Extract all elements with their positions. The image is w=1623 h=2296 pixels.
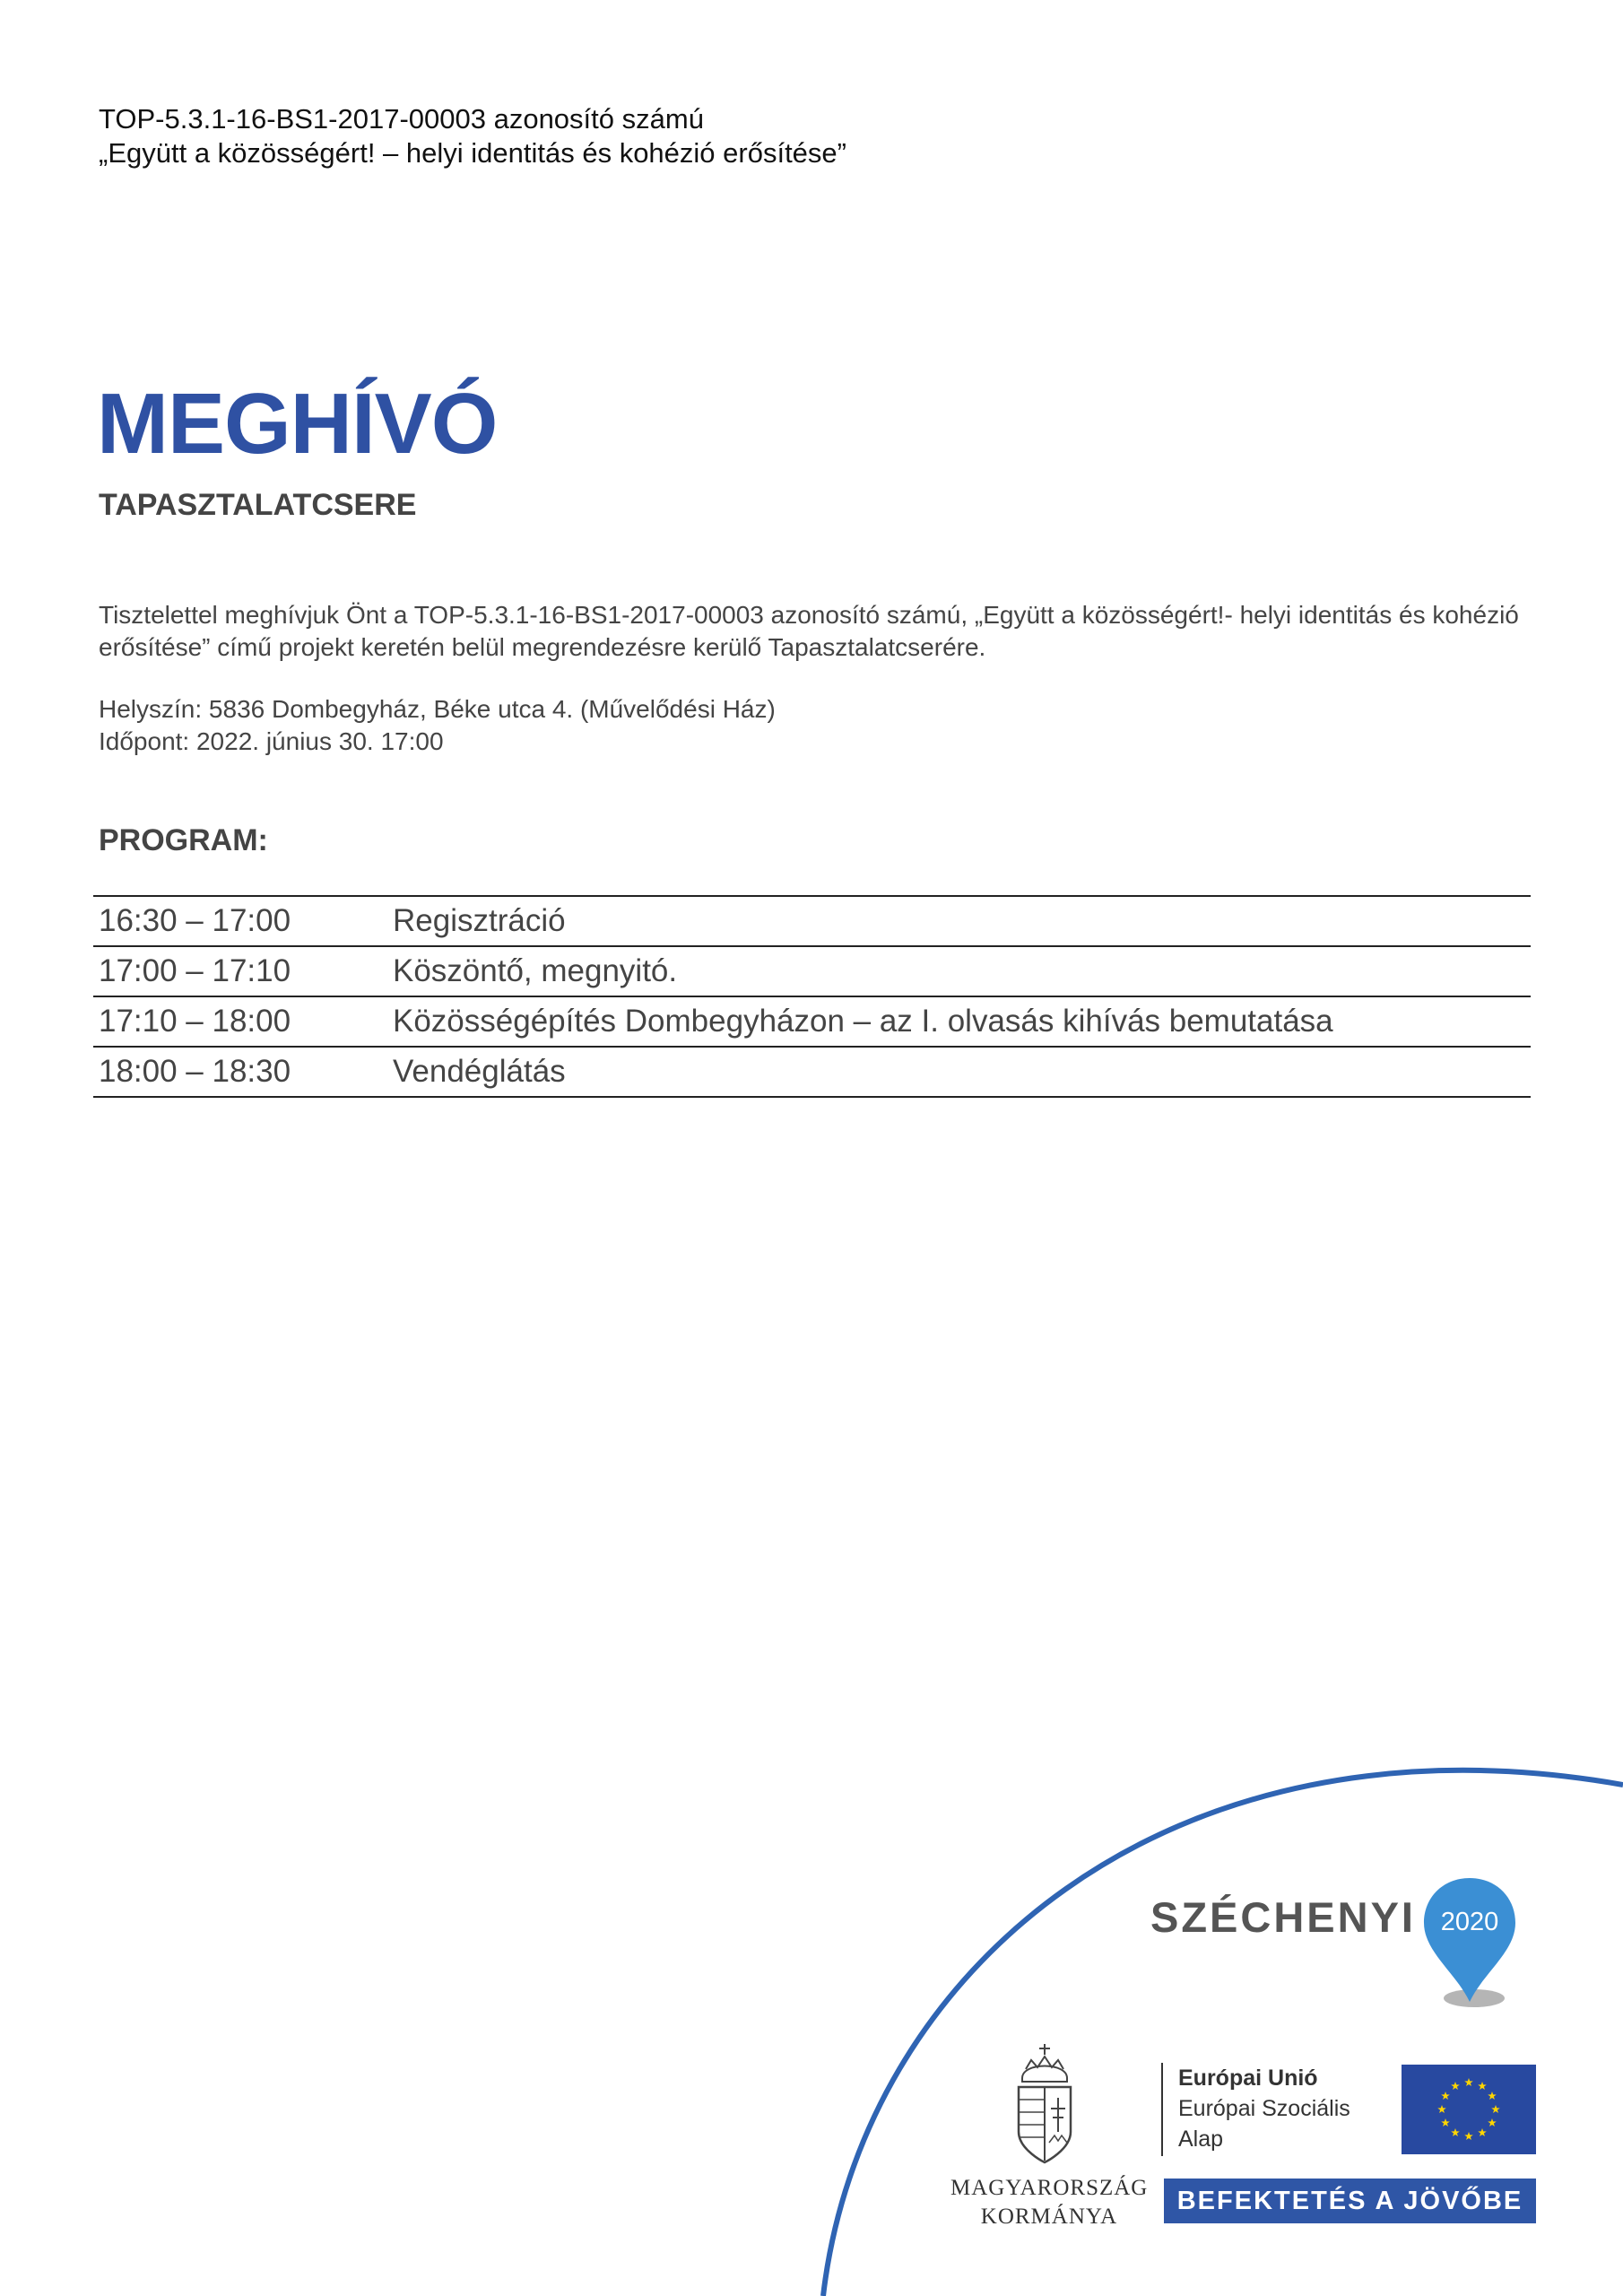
government-logo-text — [950, 2174, 1148, 2231]
eu-text-block — [1161, 2063, 1350, 2156]
schedule-table — [93, 895, 1531, 1098]
page-title: MEGHÍVÓ — [97, 376, 498, 472]
location-text: Helyszín: 5836 Dombegyház, Béke utca 4. (Művelődési Ház) — [99, 695, 776, 723]
coat-of-arms-icon — [1013, 2042, 1076, 2168]
schedule-time: 18:00 – 18:30 — [99, 1054, 291, 1089]
event-details — [99, 693, 776, 758]
schedule-event: Vendéglátás — [393, 1054, 566, 1089]
schedule-event: Közösségépítés Dombegyházon – az I. olvasás kihívás bemutatása — [393, 1004, 1333, 1039]
intro-paragraph: Tisztelettel meghívjuk Önt a TOP-5.3.1-16-BS1-2017-00003 azonosító számú, „Együtt a közösségért!- helyi identitás és kohézió erősítése” című projekt keretén belül megrendezésre kerülő Tapasztalatcserére. — [99, 601, 1519, 661]
szechenyi-year: 2020 — [1440, 1908, 1499, 1936]
eu-flag-icon — [1402, 2065, 1536, 2154]
gov-line1: MAGYARORSZÁG — [950, 2176, 1149, 2200]
project-header — [99, 102, 846, 170]
schedule-row — [93, 1048, 1531, 1098]
schedule-row — [93, 897, 1531, 947]
eu-title: Európai Unió — [1178, 2066, 1318, 2091]
eu-fund-line1: Európai Szociális — [1178, 2096, 1350, 2121]
time-text: Időpont: 2022. június 30. 17:00 — [99, 727, 444, 755]
schedule-row — [93, 997, 1531, 1048]
project-title-line: „Együtt a közösségért! – helyi identitás és kohézió erősítése” — [99, 137, 846, 169]
gov-line2: KORMÁNYA — [980, 2205, 1118, 2229]
investment-banner: BEFEKTETÉS A JÖVŐBE — [1164, 2179, 1536, 2223]
szechenyi-logo-text: SZÉCHENYI — [1150, 1893, 1416, 1941]
schedule-time: 17:00 – 17:10 — [99, 953, 291, 988]
schedule-event: Regisztráció — [393, 903, 566, 938]
schedule-time: 16:30 – 17:00 — [99, 903, 291, 938]
map-pin-icon — [1420, 1874, 1519, 2009]
page-subtitle: TAPASZTALATCSERE — [99, 488, 417, 522]
schedule-time: 17:10 – 18:00 — [99, 1004, 291, 1039]
schedule-row — [93, 947, 1531, 997]
schedule-event: Köszöntő, megnyitó. — [393, 953, 678, 988]
project-id-line: TOP-5.3.1-16-BS1-2017-00003 azonosító számú — [99, 103, 704, 135]
eu-fund-line2: Alap — [1178, 2126, 1224, 2152]
program-heading: PROGRAM: — [99, 823, 268, 857]
